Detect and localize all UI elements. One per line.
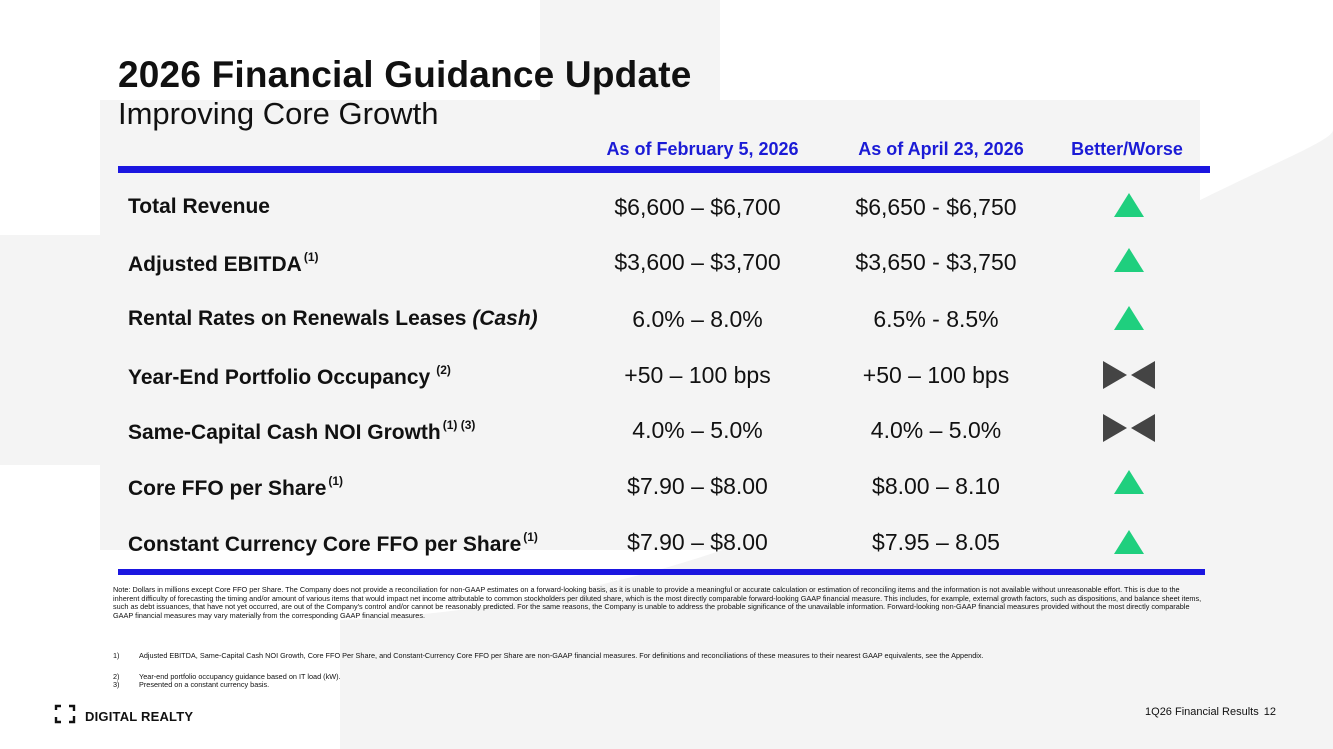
footnote-3 xyxy=(113,681,1203,690)
footnote-text: Adjusted EBITDA, Same-Capital Cash NOI Growth, Core FFO Per Share, and Constant-Currency Core FFO per Share are non-GAAP financial measures. For definitions and reconciliations of these measures to their nearest GAAP equivalents, see the Appendix. xyxy=(139,651,984,660)
row-value-apr: $8.00 – 8.10 xyxy=(872,473,1000,499)
row-label xyxy=(128,530,538,557)
row-label xyxy=(128,307,538,331)
table-top-rule xyxy=(118,166,1210,173)
digital-realty-bracket-icon xyxy=(54,704,76,729)
column-header-better-worse: Better/Worse xyxy=(1071,139,1183,159)
row-label xyxy=(128,474,343,501)
up-triangle-icon xyxy=(1100,529,1158,563)
footnote-ref: (1) xyxy=(328,474,344,488)
row-label-text: Rental Rates on Renewals Leases xyxy=(128,307,473,330)
row-value-apr: 4.0% – 5.0% xyxy=(870,417,1002,443)
row-label xyxy=(128,250,319,277)
row-label-text: Core FFO per Share xyxy=(128,477,327,500)
page-subtitle: Improving Core Growth xyxy=(118,96,439,131)
row-label-text: Constant Currency Core FFO per Share xyxy=(128,533,522,556)
footnote-ref: (1) xyxy=(303,250,319,264)
bowtie-neutral-icon xyxy=(1100,360,1158,394)
footnote-1 xyxy=(113,652,1203,670)
footer-page-info xyxy=(1145,706,1276,718)
column-header-feb: As of February 5, 2026 xyxy=(606,139,799,159)
row-label-text: Year-End Portfolio Occupancy xyxy=(128,366,431,389)
footnote-text: Presented on a constant currency basis. xyxy=(139,680,270,689)
page-title: 2026 Financial Guidance Update xyxy=(118,54,692,95)
footnote-ref: (2) xyxy=(436,363,451,377)
column-header-apr: As of April 23, 2026 xyxy=(858,139,1024,159)
row-value-feb: 4.0% – 5.0% xyxy=(632,417,763,443)
row-value-feb: $3,600 – $3,700 xyxy=(614,249,781,275)
disclaimer-note: Note: Dollars in millions except Core FFO per Share. The Company does not provide a reconciliation for non-GAAP estimates on a forward-looking basis, as it is unable to provide a meaningful or accurate calculation or estimation of reconciling items and the information is not available without unreasonable effort. This is due to the inherent difficulty of forecasting the timing and/or amount of various items that would impact net income attributable to common stockholders per diluted share, which is the most directly comparable forward-looking GAAP financial measure. This includes, for example, external growth factors, such as dispositions, and balance sheet items, such as debt issuances, that have not yet occurred, are out of the Company's control and/or cannot be reasonably predicted. For the same reasons, the Company is unable to address the probable significance of the unavailable information. Forward-looking non-GAAP financial measures provided without the most directly comparable GAAP financial measures may vary materially from the corresponding GAAP financial measures. xyxy=(113,585,1202,620)
bowtie-neutral-icon xyxy=(1100,413,1158,447)
row-label-italic: (Cash) xyxy=(472,307,538,330)
footnote-number: 1) xyxy=(113,651,120,660)
row-value-feb: $7.90 – $8.00 xyxy=(627,529,768,555)
footnote-number: 3) xyxy=(113,680,120,689)
up-triangle-icon xyxy=(1100,305,1158,339)
row-value-apr: $6,650 - $6,750 xyxy=(855,194,1017,220)
row-value-apr: 6.5% - 8.5% xyxy=(873,306,999,332)
row-label xyxy=(128,418,475,445)
row-label xyxy=(128,363,451,390)
footnote-ref: (1) xyxy=(523,530,538,544)
row-value-apr: $3,650 - $3,750 xyxy=(855,249,1017,275)
company-logo xyxy=(54,704,193,729)
up-triangle-icon xyxy=(1100,469,1158,503)
logo-text: DIGITAL REALTY xyxy=(85,709,194,724)
up-triangle-icon xyxy=(1100,247,1158,281)
footer-report-name: 1Q26 Financial Results xyxy=(1145,706,1259,718)
row-value-feb: $7.90 – $8.00 xyxy=(627,473,768,499)
page-number: 12 xyxy=(1263,706,1276,718)
row-label xyxy=(128,195,270,219)
row-value-feb: $6,600 – $6,700 xyxy=(614,194,781,220)
row-value-feb: +50 – 100 bps xyxy=(624,362,771,388)
footnote-ref: (1) (3) xyxy=(442,418,476,432)
row-value-apr: +50 – 100 bps xyxy=(862,362,1010,388)
footnote-number: 2) xyxy=(113,672,120,681)
row-label-text: Same-Capital Cash NOI Growth xyxy=(128,421,441,444)
table-bottom-rule xyxy=(118,569,1205,575)
row-label-text: Total Revenue xyxy=(128,195,270,218)
up-triangle-icon xyxy=(1100,192,1158,226)
row-label-text: Adjusted EBITDA xyxy=(128,253,302,276)
row-value-feb: 6.0% – 8.0% xyxy=(632,306,763,332)
footnote-text: Year-end portfolio occupancy guidance based on IT load (kW). xyxy=(139,672,341,681)
row-value-apr: $7.95 – 8.05 xyxy=(872,529,1000,555)
